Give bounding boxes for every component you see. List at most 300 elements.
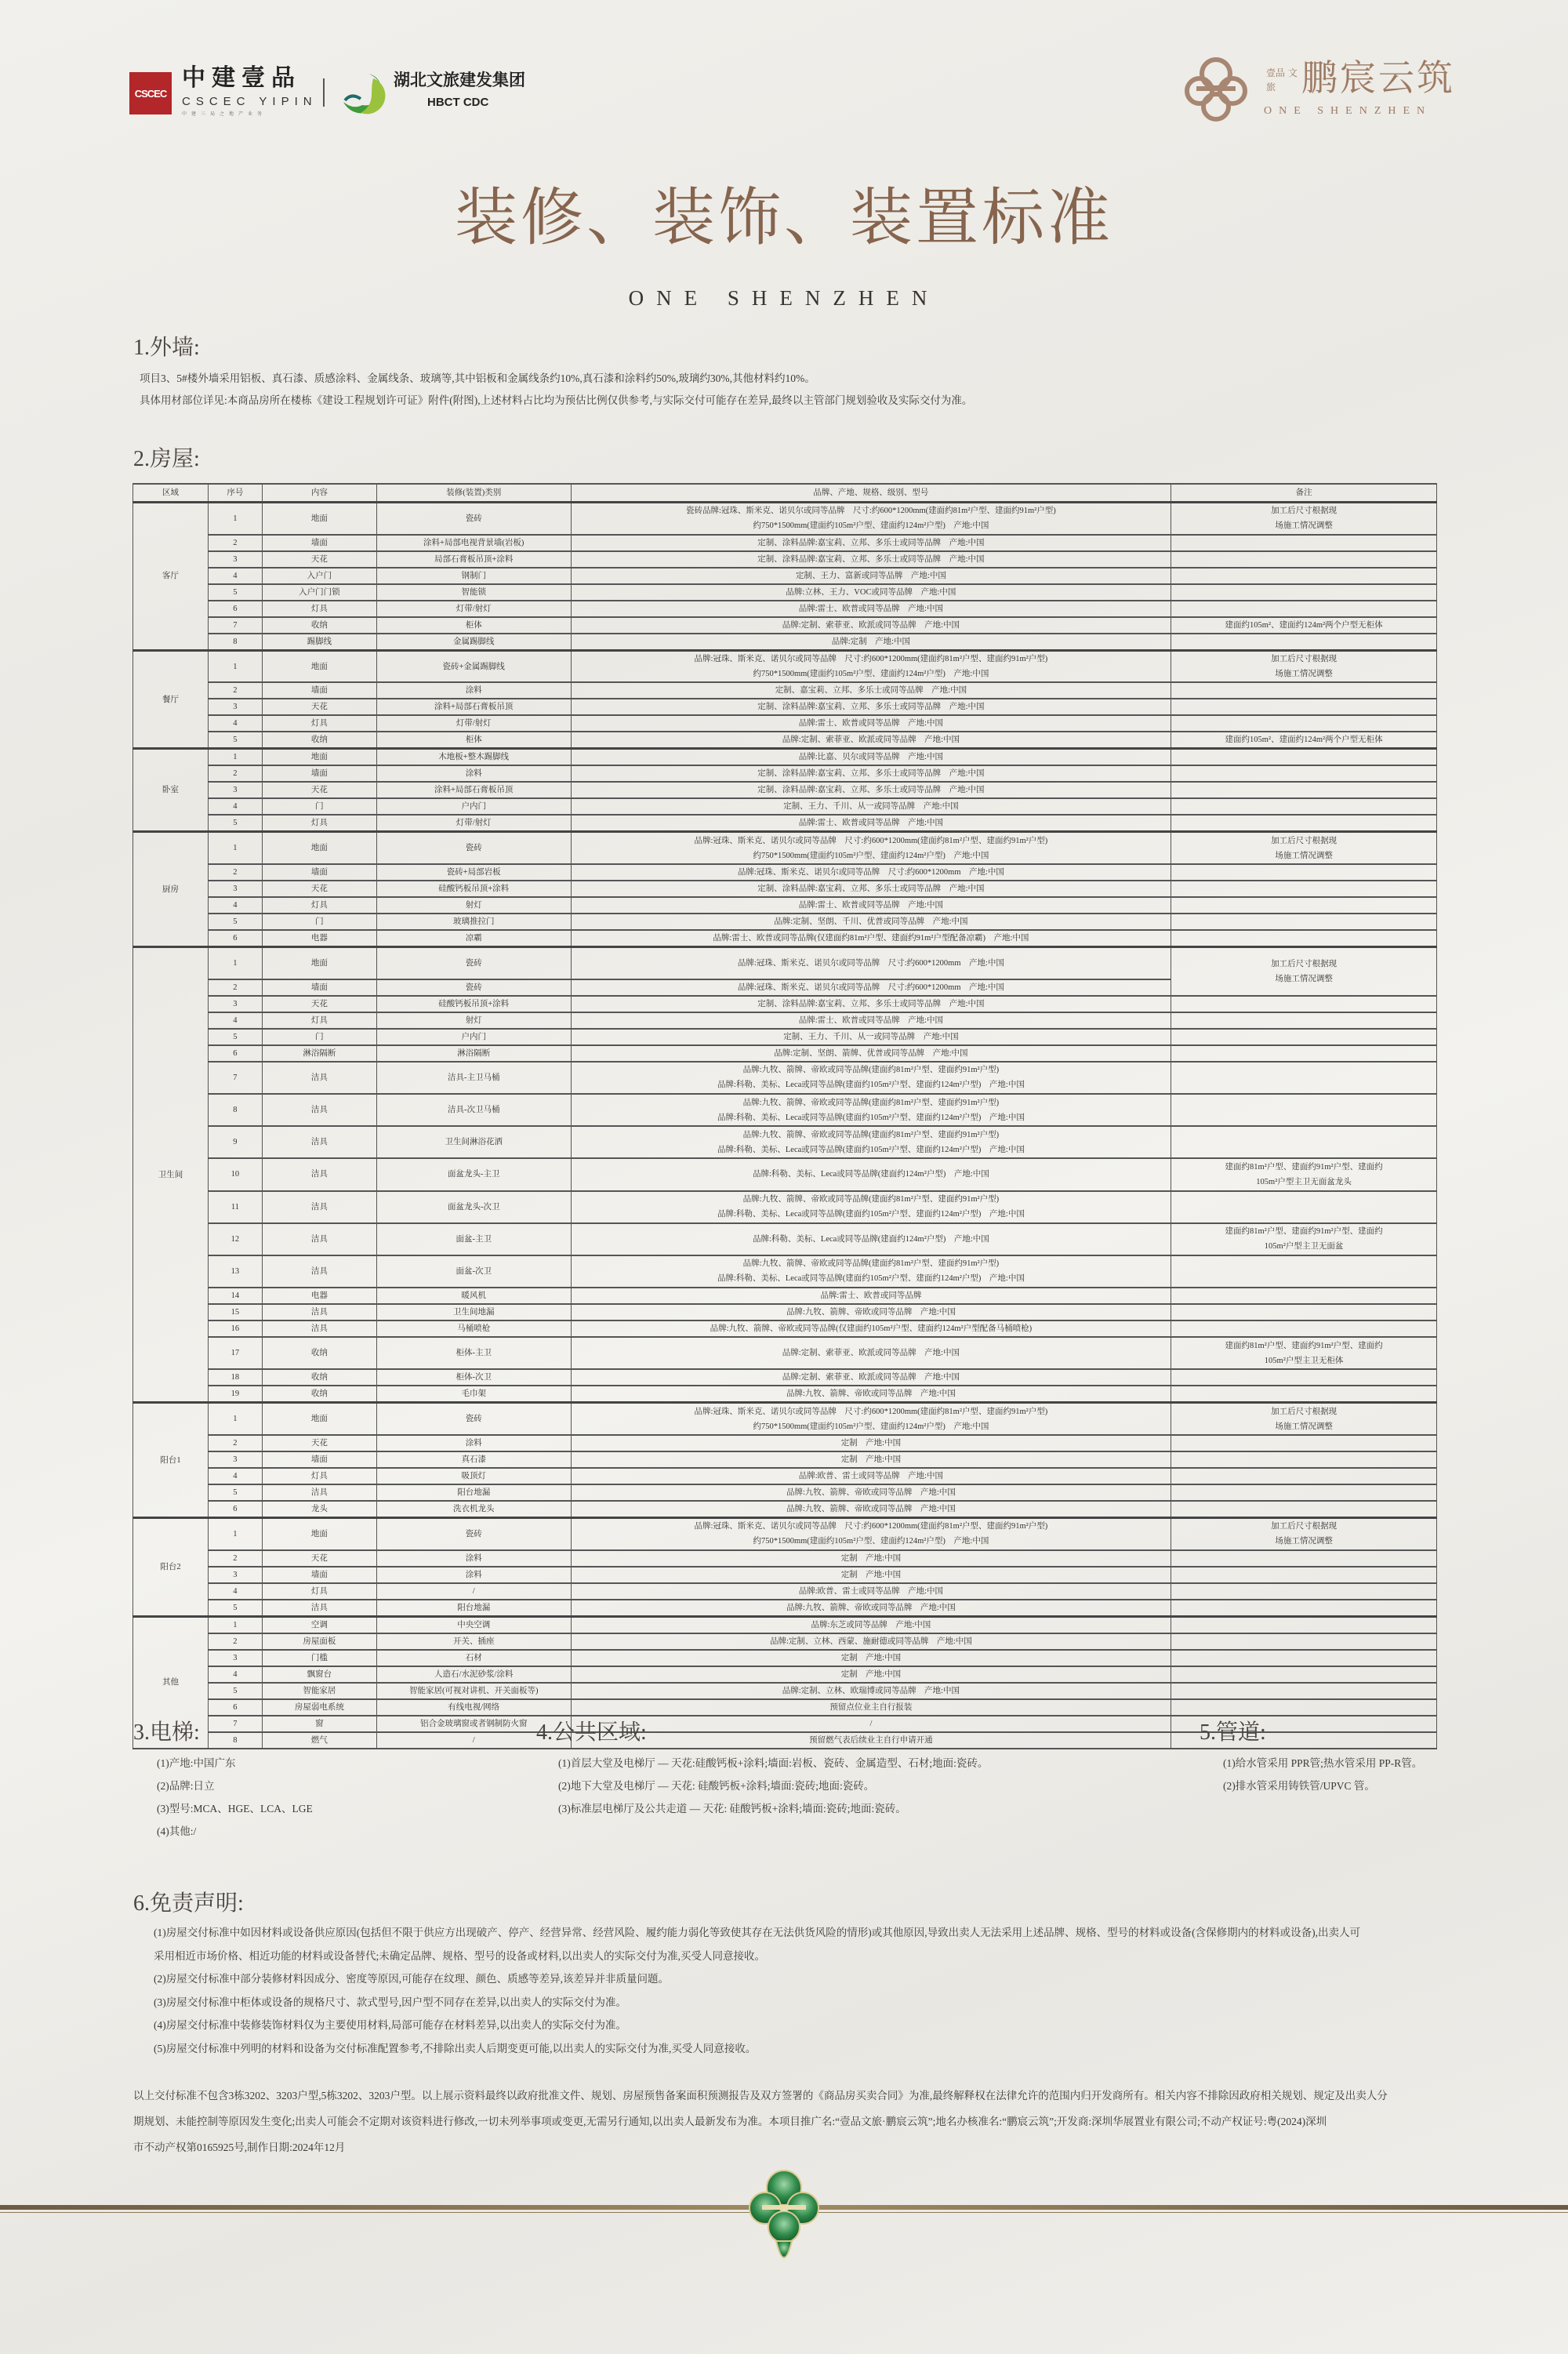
content-cell: 淋浴隔断 (262, 1045, 376, 1062)
category-cell: 吸顶灯 (376, 1468, 571, 1484)
no-cell: 6 (208, 601, 262, 617)
spec-cell: 品牌:雷士、欧普或同等品牌 产地:中国 (571, 815, 1171, 832)
no-cell: 4 (208, 1012, 262, 1029)
remark-cell: 建面约81m²户型、建面约91m²户型、建面约 105m²户型主卫无柜体 (1171, 1337, 1437, 1369)
disclaimer-item: (3)房屋交付标准中柜体或设备的规格尺寸、款式型号,因户型不同存在差异,以出卖人的实际交付为准。 (154, 1996, 626, 2008)
hbct-logo-cn: 湖北文旅建发集团 (394, 71, 525, 89)
category-cell: 户内门 (376, 798, 571, 815)
remark-cell: 建面约105m²、建面约124m²两个户型无柜体 (1171, 617, 1437, 634)
area-cell: 其他 (133, 1616, 209, 1749)
remark-cell (1171, 897, 1437, 914)
table-row (133, 1288, 1437, 1304)
spec-cell: 定制、嘉宝莉、立邦、多乐士或同等品牌 产地:中国 (571, 682, 1171, 699)
pipe-item: (2)排水管采用铸铁管/UPVC 管。 (1223, 1780, 1375, 1792)
spec-cell: 品牌:九牧、箭牌、帝欧或同等品牌(建面约81m²户型、建面约91m²户型) 品牌:科勒、美标、Leca或同等品牌(建面约105m²户型、建面约124m²户型) 产地:中国 (571, 1126, 1171, 1158)
spec-cell: 品牌:雷士、欧普或同等品牌 产地:中国 (571, 601, 1171, 617)
section-public-heading: 4.公共区域: (536, 1720, 647, 1745)
content-cell: 地面 (262, 1403, 376, 1435)
remark-cell: 加工后尺寸根据现 场施工情况调整 (1171, 1403, 1437, 1435)
content-cell: 燃气 (262, 1732, 376, 1749)
content-cell: 地面 (262, 832, 376, 864)
no-cell: 6 (208, 930, 262, 947)
no-cell: 19 (208, 1386, 262, 1403)
remark-cell (1171, 1320, 1437, 1337)
table-row (133, 1616, 1437, 1633)
remark-cell (1171, 634, 1437, 651)
no-cell: 5 (208, 732, 262, 749)
no-cell: 3 (208, 1451, 262, 1468)
spec-cell: 品牌:九牧、箭牌、帝欧或同等品牌 产地:中国 (571, 1304, 1171, 1320)
no-cell: 16 (208, 1320, 262, 1337)
category-cell: 面盆龙头-主卫 (376, 1158, 571, 1190)
table-row (133, 1666, 1437, 1683)
disclaimer-item: (1)房屋交付标准中如因材料或设备供应原因(包括但不限于供应方出现破产、停产、经营异常、经营风险、履约能力弱化等致使其存在无法供货风险的情形)或其他原因,导致出卖人无法采用上述品牌、规格、型号的材料或设备(含保修期内的材料或设备),出卖人可 (154, 1927, 1360, 1938)
remark-cell: 加工后尺寸根据现 场施工情况调整 (1171, 947, 1437, 996)
table-row (133, 1320, 1437, 1337)
remark-cell (1171, 568, 1437, 584)
remark-cell (1171, 1126, 1437, 1158)
no-cell: 3 (208, 1567, 262, 1583)
table-row (133, 1029, 1437, 1045)
category-cell: 面盆-主卫 (376, 1223, 571, 1255)
content-cell: 洁具 (262, 1158, 376, 1190)
table-row (133, 1435, 1437, 1451)
spec-cell: 品牌:定制、索菲亚、欧派或同等品牌 产地:中国 (571, 1369, 1171, 1386)
no-cell: 14 (208, 1288, 262, 1304)
project-logo-small: 壹品 文旅 (1266, 67, 1298, 93)
spec-cell: 定制、涂料品牌:嘉宝莉、立邦、多乐士或同等品牌 产地:中国 (571, 765, 1171, 782)
category-cell: 灯带/射灯 (376, 815, 571, 832)
content-cell: 灯具 (262, 715, 376, 732)
remark-cell (1171, 1683, 1437, 1699)
remark-cell: 加工后尺寸根据现 场施工情况调整 (1171, 1517, 1437, 1549)
spec-cell: 品牌:九牧、箭牌、帝欧或同等品牌(建面约81m²户型、建面约91m²户型) 品牌:科勒、美标、Leca或同等品牌(建面约105m²户型、建面约124m²户型) 产地:中国 (571, 1255, 1171, 1288)
remark-cell (1171, 1369, 1437, 1386)
cscec-logo-sub: 中建三局之地产业务 (182, 111, 267, 117)
no-cell: 2 (208, 535, 262, 551)
remark-cell (1171, 1386, 1437, 1403)
spec-cell: 定制、王力、千川、从一或同等品牌 产地:中国 (571, 798, 1171, 815)
remark-cell (1171, 996, 1437, 1012)
remark-cell (1171, 1029, 1437, 1045)
category-cell: 灯带/射灯 (376, 715, 571, 732)
table-row (133, 815, 1437, 832)
spec-cell: 品牌:定制、索菲亚、欧派或同等品牌 产地:中国 (571, 617, 1171, 634)
category-cell: 洁具-次卫马桶 (376, 1094, 571, 1126)
no-cell: 2 (208, 1550, 262, 1567)
category-cell: 真石漆 (376, 1451, 571, 1468)
table-row (133, 715, 1437, 732)
table-row (133, 535, 1437, 551)
project-logo-mark (1182, 55, 1250, 122)
category-cell: 柜体 (376, 617, 571, 634)
content-cell: 地面 (262, 650, 376, 682)
remark-cell (1171, 682, 1437, 699)
no-cell: 12 (208, 1223, 262, 1255)
table-row (133, 1650, 1437, 1666)
content-cell: 灯具 (262, 815, 376, 832)
remark-cell (1171, 765, 1437, 782)
table-row (133, 798, 1437, 815)
spec-cell: 品牌:九牧、箭牌、帝欧或同等品牌(仅建面约105m²户型、建面约124m²户型配备马桶喷枪) (571, 1320, 1171, 1337)
content-cell: 门 (262, 798, 376, 815)
spec-cell: 品牌:雷士、欧普或同等品牌(仅建面约81m²户型、建面约91m²户型配备凉霸) 产地:中国 (571, 930, 1171, 947)
content-cell: 洁具 (262, 1094, 376, 1126)
category-cell: 瓷砖 (376, 832, 571, 864)
public-area-item: (3)标准层电梯厅及公共走道 — 天花: 硅酸钙板+涂料;墙面:瓷砖;地面:瓷砖。 (558, 1803, 906, 1815)
category-cell: 人造石/水泥砂浆/涂料 (376, 1666, 571, 1683)
content-cell: 天花 (262, 782, 376, 798)
table-row (133, 1550, 1437, 1567)
category-cell: 户内门 (376, 1029, 571, 1045)
spec-cell: / (571, 1716, 1171, 1732)
content-cell: 灯具 (262, 897, 376, 914)
footer-line: 以上交付标准不包含3栋3202、3203户型,5栋3202、3203户型。以上展示资料最终以政府批准文件、规划、房屋预售备案面积预测报告及双方签署的《商品房买卖合同》为准,最终解释权在法律允许的范围内归开发商所有。相关内容不排除因政府相关规划、规定及出卖人分 (133, 2090, 1388, 2102)
content-cell: 墙面 (262, 1567, 376, 1583)
project-logo-en: ONE SHENZHEN (1264, 105, 1432, 117)
table-row (133, 1484, 1437, 1501)
table-row (133, 1501, 1437, 1518)
content-cell: 智能家居 (262, 1683, 376, 1699)
content-cell: 地面 (262, 749, 376, 766)
category-cell: 洗衣机龙头 (376, 1501, 571, 1518)
no-cell: 1 (208, 749, 262, 766)
no-cell: 4 (208, 798, 262, 815)
no-cell: 3 (208, 699, 262, 715)
remark-cell (1171, 1600, 1437, 1617)
category-cell: 涂料 (376, 1550, 571, 1567)
table-row (133, 1337, 1437, 1369)
area-cell: 阳台1 (133, 1403, 209, 1518)
table-row (133, 1223, 1437, 1255)
content-cell: 洁具 (262, 1600, 376, 1617)
exterior-line: 项目3、5#楼外墙采用铝板、真石漆、质感涂料、金属线条、玻璃等,其中铝板和金属线条约10%,真石漆和涂料约50%,玻璃约30%,其他材料约10%。 (140, 372, 815, 384)
table-row (133, 1633, 1437, 1650)
category-cell: 瓷砖 (376, 1403, 571, 1435)
spec-cell: 品牌:定制、索菲亚、欧派或同等品牌 产地:中国 (571, 732, 1171, 749)
table-row (133, 1517, 1437, 1549)
spec-cell: 品牌:定制、立林、欧瑞博或同等品牌 产地:中国 (571, 1683, 1171, 1699)
category-cell: 智能锁 (376, 584, 571, 601)
no-cell: 5 (208, 1600, 262, 1617)
table-row (133, 1094, 1437, 1126)
col-header-remark: 备注 (1171, 484, 1437, 503)
content-cell: 洁具 (262, 1062, 376, 1094)
table-row (133, 881, 1437, 897)
no-cell: 18 (208, 1369, 262, 1386)
area-cell: 卫生间 (133, 947, 209, 1403)
no-cell: 1 (208, 1616, 262, 1633)
no-cell: 5 (208, 1484, 262, 1501)
content-cell: 墙面 (262, 864, 376, 881)
remark-cell (1171, 864, 1437, 881)
col-header-content: 内容 (262, 484, 376, 503)
no-cell: 13 (208, 1255, 262, 1288)
table-row (133, 732, 1437, 749)
public-area-item: (1)首层大堂及电梯厅 — 天花:硅酸钙板+涂料;墙面:岩板、瓷砖、金属造型、石材;地面:瓷砖。 (558, 1757, 989, 1769)
category-cell: 卫生间淋浴花洒 (376, 1126, 571, 1158)
footer-line: 期规划、未能控制等原因发生变化;出卖人可能会不定期对该资料进行修改,一切未列举事项或变更,无需另行通知,以出卖人最新发布为准。本项目推广名:“壹品文旅·鹏宸云筑”;地名办核准名:“鹏宸云筑”;开发商:深圳华展置业有限公司;不动产权证号:粤(2024)深圳 (133, 2116, 1327, 2127)
table-row (133, 947, 1437, 979)
content-cell: 灯具 (262, 1012, 376, 1029)
no-cell: 1 (208, 832, 262, 864)
no-cell: 4 (208, 897, 262, 914)
area-cell: 厨房 (133, 832, 209, 947)
category-cell: 瓷砖 (376, 947, 571, 979)
no-cell: 1 (208, 1403, 262, 1435)
elevator-item: (1)产地:中国广东 (157, 1757, 236, 1769)
content-cell: 天花 (262, 551, 376, 568)
section-house-heading: 2.房屋: (133, 447, 200, 471)
no-cell: 3 (208, 881, 262, 897)
content-cell: 灯具 (262, 601, 376, 617)
category-cell: 淋浴隔断 (376, 1045, 571, 1062)
category-cell: / (376, 1583, 571, 1600)
remark-cell (1171, 1191, 1437, 1223)
category-cell: 灯带/射灯 (376, 601, 571, 617)
content-cell: 门 (262, 1029, 376, 1045)
no-cell: 7 (208, 1716, 262, 1732)
area-cell: 客厅 (133, 503, 209, 651)
no-cell: 2 (208, 1633, 262, 1650)
category-cell: 射灯 (376, 1012, 571, 1029)
remark-cell (1171, 1583, 1437, 1600)
spec-cell: 预留燃气表后续业主自行申请开通 (571, 1732, 1171, 1749)
remark-cell (1171, 1501, 1437, 1518)
spec-cell: 预留点位业主自行报装 (571, 1699, 1171, 1716)
no-cell: 4 (208, 1666, 262, 1683)
pipe-item: (1)给水管采用 PPR管;热水管采用 PP-R管。 (1223, 1757, 1423, 1769)
content-cell: 地面 (262, 1517, 376, 1549)
cscec-logo-en: CSCEC YIPIN (182, 95, 318, 108)
no-cell: 10 (208, 1158, 262, 1190)
category-cell: 瓷砖+局部岩板 (376, 864, 571, 881)
remark-cell (1171, 1666, 1437, 1683)
remark-cell (1171, 1451, 1437, 1468)
table-row (133, 749, 1437, 766)
table-row (133, 1062, 1437, 1094)
no-cell: 8 (208, 1732, 262, 1749)
content-cell: 墙面 (262, 1451, 376, 1468)
spec-cell: 品牌:九牧、箭牌、帝欧或同等品牌 产地:中国 (571, 1501, 1171, 1518)
remark-cell (1171, 535, 1437, 551)
disclaimer-item: (4)房屋交付标准中装修装饰材料仅为主要使用材料,局部可能存在材料差异,以出卖人的实际交付为准。 (154, 2019, 626, 2031)
remark-cell (1171, 782, 1437, 798)
no-cell: 4 (208, 568, 262, 584)
content-cell: 洁具 (262, 1320, 376, 1337)
remark-cell: 加工后尺寸根据现 场施工情况调整 (1171, 503, 1437, 535)
remark-cell (1171, 1633, 1437, 1650)
no-cell: 8 (208, 634, 262, 651)
content-cell: 踢脚线 (262, 634, 376, 651)
content-cell: 洁具 (262, 1191, 376, 1223)
remark-cell (1171, 1484, 1437, 1501)
category-cell: 凉霸 (376, 930, 571, 947)
remark-cell (1171, 715, 1437, 732)
section-disclaimer-heading: 6.免责声明: (133, 1891, 244, 1916)
table-row (133, 1583, 1437, 1600)
no-cell: 1 (208, 650, 262, 682)
no-cell: 4 (208, 715, 262, 732)
content-cell: 房屋弱电系统 (262, 1699, 376, 1716)
public-area-item: (2)地下大堂及电梯厅 — 天花: 硅酸钙板+涂料;墙面:瓷砖;地面:瓷砖。 (558, 1780, 875, 1792)
content-cell: 电器 (262, 930, 376, 947)
no-cell: 15 (208, 1304, 262, 1320)
remark-cell: 加工后尺寸根据现 场施工情况调整 (1171, 650, 1437, 682)
category-cell: 阳台地漏 (376, 1484, 571, 1501)
content-cell: 入户门 (262, 568, 376, 584)
no-cell: 6 (208, 1501, 262, 1518)
content-cell: 天花 (262, 881, 376, 897)
category-cell: 硅酸钙板吊顶+涂料 (376, 996, 571, 1012)
table-row (133, 682, 1437, 699)
elevator-item: (4)其他:/ (157, 1825, 197, 1837)
section-exterior-heading: 1.外墙: (133, 336, 200, 360)
no-cell: 5 (208, 815, 262, 832)
content-cell: 地面 (262, 947, 376, 979)
table-row (133, 650, 1437, 682)
table-row (133, 996, 1437, 1012)
content-cell: 收纳 (262, 1369, 376, 1386)
table-header-row (133, 484, 1437, 503)
project-logo-cn: 鹏宸云筑 (1301, 56, 1455, 99)
remark-cell (1171, 1255, 1437, 1288)
category-cell: 瓷砖+金属踢脚线 (376, 650, 571, 682)
category-cell: 柜体-次卫 (376, 1369, 571, 1386)
table-row (133, 1451, 1437, 1468)
no-cell: 5 (208, 1029, 262, 1045)
spec-cell: 品牌:欧普、雷士或同等品牌 产地:中国 (571, 1583, 1171, 1600)
no-cell: 1 (208, 1517, 262, 1549)
category-cell: 瓷砖 (376, 979, 571, 996)
content-cell: 收纳 (262, 732, 376, 749)
jade-ornament (745, 2164, 823, 2282)
category-cell: 洁具-主卫马桶 (376, 1062, 571, 1094)
no-cell: 9 (208, 1126, 262, 1158)
spec-cell: 品牌:冠珠、斯米克、诺贝尔或同等品牌 尺寸:约600*1200mm 产地:中国 (571, 947, 1171, 979)
content-cell: 收纳 (262, 1337, 376, 1369)
table-row (133, 765, 1437, 782)
no-cell: 5 (208, 1683, 262, 1699)
spec-cell: 品牌:九牧、箭牌、帝欧或同等品牌(建面约81m²户型、建面约91m²户型) 品牌:科勒、美标、Leca或同等品牌(建面约105m²户型、建面约124m²户型) 产地:中国 (571, 1191, 1171, 1223)
content-cell: 洁具 (262, 1304, 376, 1320)
spec-cell: 定制、涂料品牌:嘉宝莉、立邦、多乐士或同等品牌 产地:中国 (571, 996, 1171, 1012)
remark-cell (1171, 1012, 1437, 1029)
no-cell: 1 (208, 947, 262, 979)
spec-cell: 品牌:冠珠、斯米克、诺贝尔或同等品牌 尺寸:约600*1200mm(建面约81m²户型、建面约91m²户型) 约750*1500mm(建面约105m²户型、建面约124m²户型) 产地:中国 (571, 1403, 1171, 1435)
remark-cell (1171, 1288, 1437, 1304)
no-cell: 4 (208, 1468, 262, 1484)
remark-cell (1171, 1435, 1437, 1451)
table-row (133, 832, 1437, 864)
no-cell: 4 (208, 1583, 262, 1600)
no-cell: 1 (208, 503, 262, 535)
remark-cell: 加工后尺寸根据现 场施工情况调整 (1171, 832, 1437, 864)
remark-cell (1171, 699, 1437, 715)
table-row (133, 617, 1437, 634)
spec-cell: 品牌:九牧、箭牌、帝欧或同等品牌 产地:中国 (571, 1600, 1171, 1617)
spec-cell: 品牌:比嘉、贝尔或同等品牌 产地:中国 (571, 749, 1171, 766)
category-cell: 卫生间地漏 (376, 1304, 571, 1320)
remark-cell (1171, 1550, 1437, 1567)
elevator-item: (2)品牌:日立 (157, 1780, 215, 1792)
area-cell: 餐厅 (133, 650, 209, 749)
content-cell: 灯具 (262, 1583, 376, 1600)
no-cell: 2 (208, 682, 262, 699)
table-row (133, 1255, 1437, 1288)
spec-cell: 定制、涂料品牌:嘉宝莉、立邦、多乐士或同等品牌 产地:中国 (571, 535, 1171, 551)
table-row (133, 1012, 1437, 1029)
content-cell: 灯具 (262, 1468, 376, 1484)
spec-cell: 定制、涂料品牌:嘉宝莉、立邦、多乐士或同等品牌 产地:中国 (571, 551, 1171, 568)
remark-cell (1171, 1616, 1437, 1633)
category-cell: 铝合金玻璃窗或者钢制防火窗 (376, 1716, 571, 1732)
category-cell: 涂料+局部石膏板吊顶 (376, 699, 571, 715)
spec-cell: 定制 产地:中国 (571, 1650, 1171, 1666)
table-row (133, 1126, 1437, 1158)
category-cell: 硅酸钙板吊顶+涂料 (376, 881, 571, 897)
page-subtitle: ONE SHENZHEN (628, 286, 940, 310)
section-elevator-heading: 3.电梯: (133, 1720, 200, 1745)
remark-cell (1171, 1650, 1437, 1666)
spec-cell: 品牌:冠珠、斯米克、诺贝尔或同等品牌 尺寸:约600*1200mm(建面约81m²户型、建面约91m²户型) 约750*1500mm(建面约105m²户型、建面约124m²户型) 产地:中国 (571, 1517, 1171, 1549)
spec-cell: 品牌:冠珠、斯米克、诺贝尔或同等品牌 尺寸:约600*1200mm(建面约81m²户型、建面约91m²户型) 约750*1500mm(建面约105m²户型、建面约124m²户型) 产地:中国 (571, 650, 1171, 682)
disclaimer-item: (2)房屋交付标准中部分装修材料因成分、密度等原因,可能存在纹理、颜色、质感等差异,该差异并非质量问题。 (154, 1973, 669, 1985)
content-cell: 墙面 (262, 682, 376, 699)
table-row (133, 568, 1437, 584)
content-cell: 洁具 (262, 1484, 376, 1501)
table-row (133, 1304, 1437, 1320)
content-cell: 墙面 (262, 979, 376, 996)
section-pipe-heading: 5.管道: (1200, 1720, 1266, 1745)
table-row (133, 601, 1437, 617)
spec-cell: 品牌:雷士、欧普或同等品牌 产地:中国 (571, 897, 1171, 914)
no-cell: 11 (208, 1191, 262, 1223)
spec-cell: 品牌:冠珠、斯米克、诺贝尔或同等品牌 尺寸:约600*1200mm 产地:中国 (571, 864, 1171, 881)
table-row (133, 1191, 1437, 1223)
content-cell: 天花 (262, 996, 376, 1012)
table-row (133, 914, 1437, 930)
content-cell: 收纳 (262, 1386, 376, 1403)
remark-cell (1171, 1062, 1437, 1094)
table-row (133, 584, 1437, 601)
spec-cell: 品牌:科勒、美标、Leca或同等品牌(建面约124m²户型) 产地:中国 (571, 1158, 1171, 1190)
spec-cell: 品牌:九牧、箭牌、帝欧或同等品牌(建面约81m²户型、建面约91m²户型) 品牌:科勒、美标、Leca或同等品牌(建面约105m²户型、建面约124m²户型) 产地:中国 (571, 1062, 1171, 1094)
remark-cell (1171, 551, 1437, 568)
hbct-logo-en: HBCT CDC (427, 96, 489, 109)
remark-cell (1171, 1468, 1437, 1484)
area-cell: 阳台2 (133, 1517, 209, 1616)
spec-cell: 品牌:定制、坚朗、箭牌、优普或同等品牌 产地:中国 (571, 1045, 1171, 1062)
cscec-logo-cn: 中建壹品 (182, 64, 301, 92)
remark-cell (1171, 1699, 1437, 1716)
exterior-line: 具体用材部位详见:本商品房所在楼栋《建设工程规划许可证》附件(附图),上述材料占比均为预估比例仅供参考,与实际交付可能存在差异,最终以主管部门规划验收及实际交付为准。 (140, 394, 973, 406)
table-row (133, 1403, 1437, 1435)
category-cell: 涂料+局部石膏板吊顶 (376, 782, 571, 798)
no-cell: 2 (208, 1435, 262, 1451)
category-cell: 面盆龙头-次卫 (376, 1191, 571, 1223)
remark-cell (1171, 1045, 1437, 1062)
category-cell: 涂料 (376, 1567, 571, 1583)
spec-cell: 品牌:雷士、欧普或同等品牌 产地:中国 (571, 1012, 1171, 1029)
no-cell: 6 (208, 1699, 262, 1716)
spec-cell: 瓷砖品牌:冠珠、斯米克、诺贝尔或同等品牌 尺寸:约600*1200mm(建面约81m²户型、建面约91m²户型) 约750*1500mm(建面约105m²户型、建面约124m²户型) 产地:中国 (571, 503, 1171, 535)
content-cell: 收纳 (262, 617, 376, 634)
table-row (133, 782, 1437, 798)
no-cell: 5 (208, 584, 262, 601)
content-cell: 天花 (262, 1435, 376, 1451)
spec-cell: 品牌:立林、王力、VOC或同等品牌 产地:中国 (571, 584, 1171, 601)
